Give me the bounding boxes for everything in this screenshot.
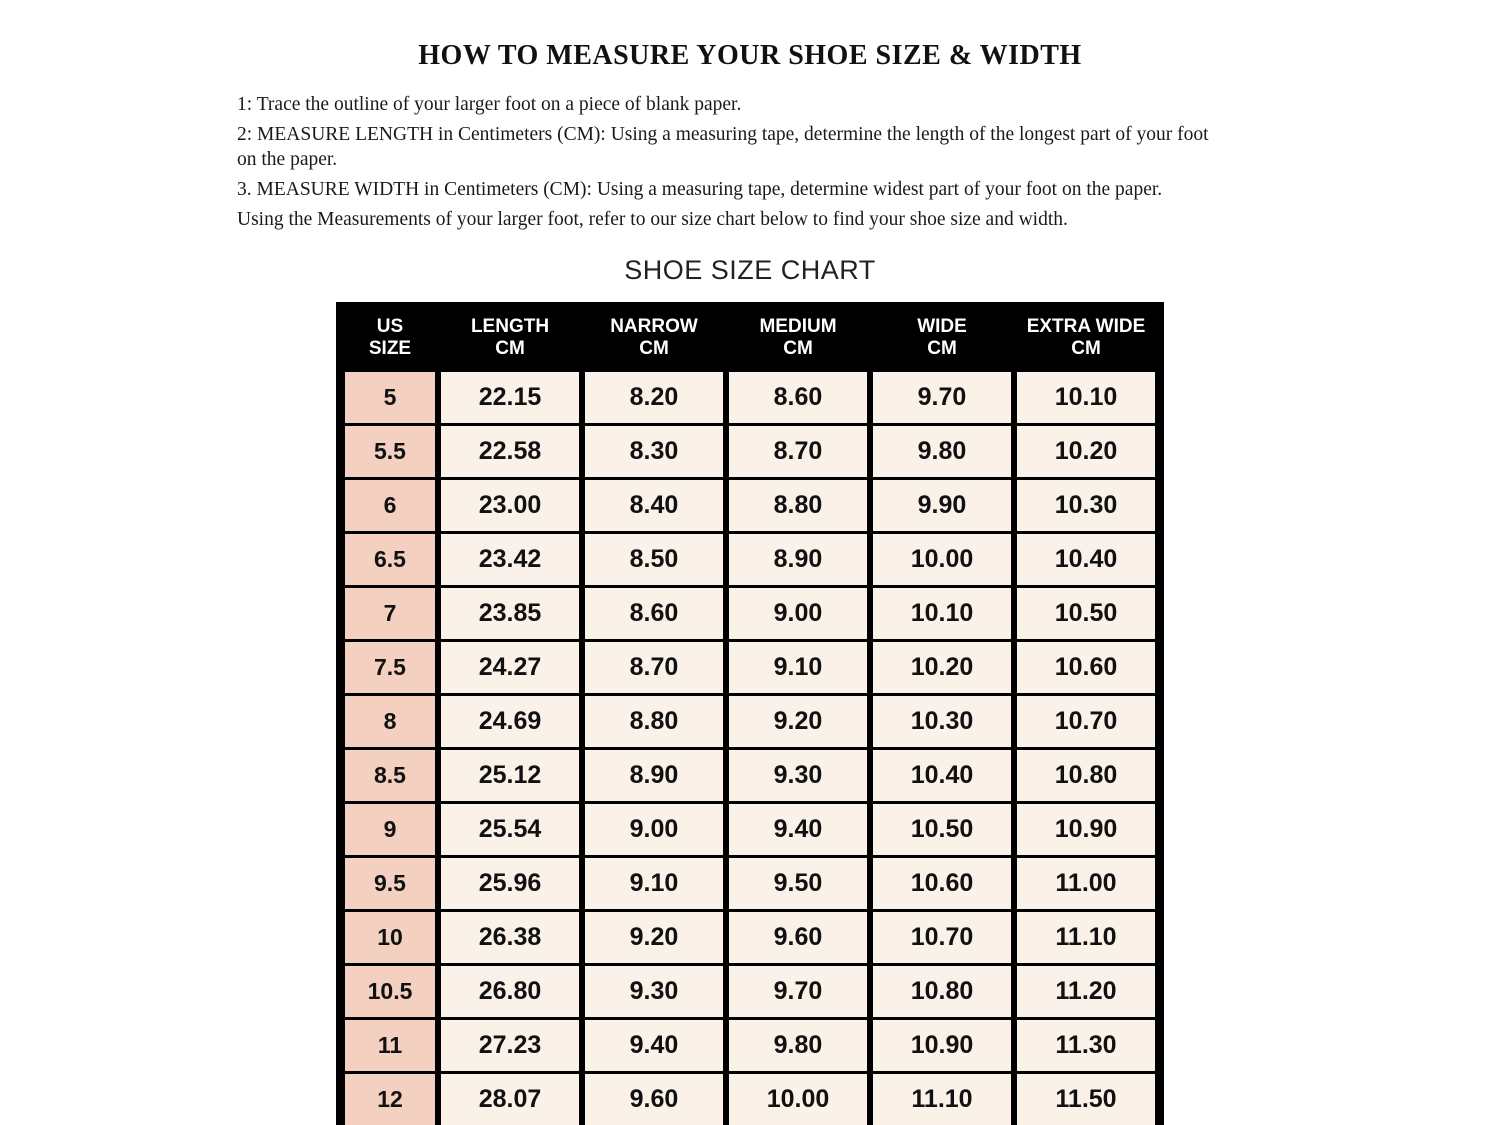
measurement-cell: 23.00 (441, 480, 579, 531)
header-line: US (376, 315, 404, 337)
measurement-instructions (237, 92, 1230, 233)
table-row (345, 534, 1155, 585)
measurement-cell: 10.60 (1017, 642, 1155, 693)
measurement-cell: 26.80 (441, 966, 579, 1017)
header-line: CM (495, 337, 525, 359)
measurement-cell: 10.70 (1017, 696, 1155, 747)
table-row (345, 1074, 1155, 1125)
table-row (345, 750, 1155, 801)
measurement-cell: 10.10 (873, 588, 1011, 639)
measurement-cell: 22.58 (441, 426, 579, 477)
us-size-cell: 5.5 (345, 426, 435, 477)
measurement-cell: 8.20 (585, 372, 723, 423)
header-line: CM (639, 337, 669, 359)
us-size-cell: 5 (345, 372, 435, 423)
measurement-cell: 10.50 (873, 804, 1011, 855)
measurement-cell: 9.90 (873, 480, 1011, 531)
us-size-cell: 10.5 (345, 966, 435, 1017)
column-header-length (441, 308, 579, 370)
us-size-cell: 11 (345, 1020, 435, 1071)
measurement-cell: 11.10 (873, 1074, 1011, 1125)
measurement-cell: 8.90 (585, 750, 723, 801)
measurement-cell: 8.80 (729, 480, 867, 531)
measurement-cell: 11.20 (1017, 966, 1155, 1017)
measurement-cell: 28.07 (441, 1074, 579, 1125)
measurement-cell: 10.50 (1017, 588, 1155, 639)
header-line: WIDE (917, 315, 967, 337)
measurement-cell: 9.80 (873, 426, 1011, 477)
measurement-cell: 11.50 (1017, 1074, 1155, 1125)
us-size-cell: 7.5 (345, 642, 435, 693)
header-line: SIZE (368, 337, 412, 359)
table-row (345, 804, 1155, 855)
measurement-cell: 9.80 (729, 1020, 867, 1071)
us-size-cell: 9 (345, 804, 435, 855)
measurement-cell: 9.60 (585, 1074, 723, 1125)
us-size-cell: 6.5 (345, 534, 435, 585)
measurement-cell: 10.30 (1017, 480, 1155, 531)
measurement-cell: 9.30 (729, 750, 867, 801)
measurement-cell: 9.60 (729, 912, 867, 963)
table-row (345, 966, 1155, 1017)
header-line: CM (1071, 337, 1101, 359)
measurement-cell: 25.54 (441, 804, 579, 855)
column-header-medium (729, 308, 867, 370)
header-line: CM (927, 337, 957, 359)
measurement-cell: 9.00 (585, 804, 723, 855)
measurement-cell: 25.96 (441, 858, 579, 909)
table-row (345, 858, 1155, 909)
table-row (345, 1020, 1155, 1071)
header-line: MEDIUM (759, 315, 837, 337)
instruction-step-3: 3. MEASURE WIDTH in Centimeters (CM): Using a measuring tape, determine widest part of your foot on the paper. (237, 179, 1163, 201)
measurement-cell: 23.85 (441, 588, 579, 639)
measurement-cell: 8.90 (729, 534, 867, 585)
table-row (345, 372, 1155, 423)
shoe-size-table (336, 302, 1164, 1125)
measurement-cell: 8.80 (585, 696, 723, 747)
us-size-cell: 9.5 (345, 858, 435, 909)
measurement-cell: 27.23 (441, 1020, 579, 1071)
measurement-cell: 10.40 (1017, 534, 1155, 585)
table-header (345, 308, 1155, 370)
measurement-cell: 24.69 (441, 696, 579, 747)
table-row (345, 912, 1155, 963)
us-size-cell: 12 (345, 1074, 435, 1125)
column-header-us-size (345, 308, 435, 370)
table-row (345, 588, 1155, 639)
measurement-cell: 10.30 (873, 696, 1011, 747)
column-header-wide (873, 308, 1011, 370)
us-size-cell: 7 (345, 588, 435, 639)
us-size-cell: 6 (345, 480, 435, 531)
measurement-cell: 10.00 (873, 534, 1011, 585)
measurement-cell: 10.10 (1017, 372, 1155, 423)
us-size-cell: 8 (345, 696, 435, 747)
measurement-cell: 8.40 (585, 480, 723, 531)
measurement-cell: 10.40 (873, 750, 1011, 801)
measurement-cell: 10.20 (873, 642, 1011, 693)
measurement-cell: 10.90 (1017, 804, 1155, 855)
shoe-size-guide (0, 40, 1500, 1125)
measurement-cell: 11.00 (1017, 858, 1155, 909)
measurement-cell: 10.70 (873, 912, 1011, 963)
measurement-cell: 9.00 (729, 588, 867, 639)
measurement-cell: 9.70 (729, 966, 867, 1017)
measurement-cell: 9.30 (585, 966, 723, 1017)
measurement-cell: 10.80 (1017, 750, 1155, 801)
column-header-narrow (585, 308, 723, 370)
measurement-cell: 8.70 (729, 426, 867, 477)
measurement-cell: 24.27 (441, 642, 579, 693)
column-header-extra-wide (1017, 308, 1155, 370)
measurement-cell: 9.10 (729, 642, 867, 693)
measurement-cell: 23.42 (441, 534, 579, 585)
measurement-cell: 9.40 (729, 804, 867, 855)
header-row (345, 308, 1155, 370)
measurement-cell: 10.00 (729, 1074, 867, 1125)
header-line: LENGTH (470, 315, 550, 337)
table-body (345, 372, 1155, 1125)
measurement-cell: 9.20 (585, 912, 723, 963)
measurement-cell: 8.30 (585, 426, 723, 477)
instruction-step-1: 1: Trace the outline of your larger foot on a piece of blank paper. (237, 94, 742, 115)
measurement-cell: 9.40 (585, 1020, 723, 1071)
header-line: CM (783, 337, 813, 359)
table-row (345, 480, 1155, 531)
table-row (345, 426, 1155, 477)
measurement-cell: 8.70 (585, 642, 723, 693)
measurement-cell: 10.80 (873, 966, 1011, 1017)
header-line: EXTRA WIDE (1026, 315, 1146, 337)
measurement-cell: 11.30 (1017, 1020, 1155, 1071)
measurement-cell: 10.60 (873, 858, 1011, 909)
measurement-cell: 9.10 (585, 858, 723, 909)
instruction-step-2: 2: MEASURE LENGTH in Centimeters (CM): Using a measuring tape, determine the length of the longest part of your foot on the paper. (237, 123, 1209, 171)
table-row (345, 696, 1155, 747)
header-line: NARROW (610, 315, 698, 337)
measurement-cell: 8.50 (585, 534, 723, 585)
table-row (345, 642, 1155, 693)
chart-title: SHOE SIZE CHART (624, 254, 876, 285)
instruction-note: Using the Measurements of your larger foot, refer to our size chart below to find your shoe size and width. (237, 208, 1068, 230)
measurement-cell: 11.10 (1017, 912, 1155, 963)
measurement-cell: 25.12 (441, 750, 579, 801)
measurement-cell: 9.20 (729, 696, 867, 747)
measurement-cell: 22.15 (441, 372, 579, 423)
measurement-cell: 8.60 (585, 588, 723, 639)
measurement-cell: 26.38 (441, 912, 579, 963)
measurement-cell: 10.20 (1017, 426, 1155, 477)
page-title: HOW TO MEASURE YOUR SHOE SIZE & WIDTH (418, 40, 1082, 71)
us-size-cell: 10 (345, 912, 435, 963)
us-size-cell: 8.5 (345, 750, 435, 801)
measurement-cell: 9.70 (873, 372, 1011, 423)
measurement-cell: 10.90 (873, 1020, 1011, 1071)
measurement-cell: 8.60 (729, 372, 867, 423)
measurement-cell: 9.50 (729, 858, 867, 909)
